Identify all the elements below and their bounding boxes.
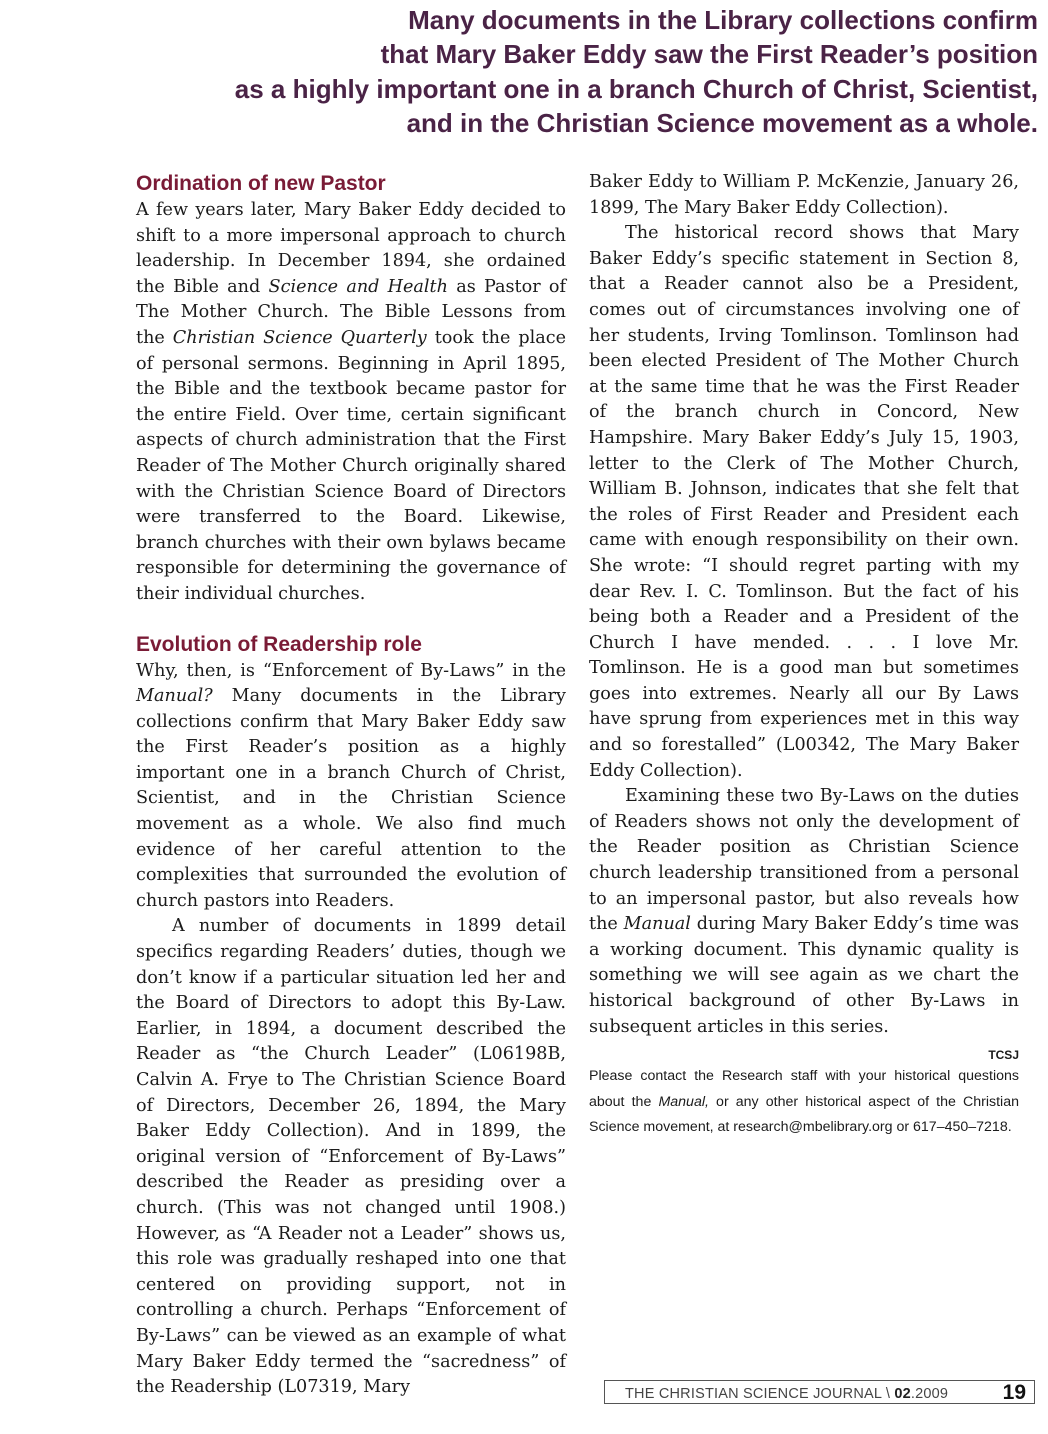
- right-column: [589, 170, 1019, 1141]
- italic-title: Science and Health: [268, 276, 448, 297]
- pull-quote-line: and in the Christian Science movement as a whole.: [406, 108, 1038, 139]
- text-run: or any other historical aspect of the Christian Science movement, at research@mbelibrary.org or 617–450–7218.: [589, 1093, 1019, 1136]
- author-signoff: TCSJ: [988, 1048, 1019, 1063]
- journal-issue: [625, 1386, 948, 1402]
- page-footer: [604, 1380, 1035, 1404]
- section-heading-ordination: Ordination of new Pastor: [136, 172, 386, 195]
- paragraph-continued: Baker Eddy to William P. McKenzie, January 26, 1899, The Mary Baker Eddy Collection).: [589, 172, 1019, 218]
- contact-note: [589, 1064, 1019, 1141]
- text-run: during Mary Baker Eddy’s time was a working document. This dynamic quality is something we will see again as we chart the historical background of other By-Laws in subsequent articles in this series.: [589, 914, 1020, 1037]
- italic-title: Manual: [623, 914, 691, 935]
- text-run: Why, then, is “Enforcement of By-Laws” in the: [136, 660, 566, 681]
- paragraph: A number of documents in 1899 detail specifics regarding Readers’ duties, though we don’t know if a particular situation led her and the Board of Directors to adopt this By-Law. Earlier, in 1894, a document described the Reader as “the Church Leader” (L06198B, Calvin A. Frye to The Christian Science Board of Directors, December 26, 1894, the Mary Baker Eddy Collection). And in 1899, the original version of “Enforcement of By-Laws” described the Reader as presiding over a church. (This was not changed until 1908.) However, as “A Reader not a Leader” shows us, this role was gradually reshaped into one that centered on providing support, not in controlling a church. Perhaps “Enforcement of By-Laws” can be viewed as an example of what Mary Baker Eddy termed the “sacredness” of the Readership (L07319, Mary: [136, 916, 566, 1398]
- text-run: Examining these two By-Laws on the duties of Readers shows not only the development of the Reader position as Christian Science church leadership transitioned from a personal to an impersonal pastor, but also reveals how the: [589, 786, 1019, 935]
- pull-quote: [98, 3, 1038, 141]
- section-gap: [136, 608, 566, 631]
- paragraph: [589, 784, 1019, 1040]
- text-run: took the place of personal sermons. Beginning in April 1895, the Bible and the textbook became pastor for the entire Field. Over time, certain significant aspects of church administration that the First Reader of The Mother Church originally shared with the Christian Science Board of Directors were transferred to the Board. Likewise, branch churches with their own bylaws became responsible for determining the governance of their individual churches.: [136, 327, 567, 604]
- issue-month: 02: [894, 1386, 911, 1402]
- left-column: [136, 170, 566, 1401]
- pull-quote-line: that Mary Baker Eddy saw the First Reader’s position: [380, 39, 1038, 70]
- paragraph: [136, 198, 566, 608]
- section-heading-evolution: Evolution of Readership role: [136, 632, 422, 656]
- text-run: Please contact the Research staff with your historical questions about the: [589, 1068, 1019, 1110]
- italic-title: Manual,: [658, 1093, 709, 1110]
- pull-quote-line: Many documents in the Library collections confirm: [408, 5, 1038, 35]
- paragraph: [136, 659, 566, 915]
- page-number: 19: [1002, 1381, 1026, 1404]
- paragraph: The historical record shows that Mary Baker Eddy’s specific statement in Section 8, that a Reader cannot also be a President, comes out of circumstances involving one of her students, Irving Tomlinson. Tomlinson had been elected President of The Mother Church at the same time that he was the First Reader of the branch church in Concord, New Hampshire. Mary Baker Eddy’s July 15, 1903, letter to the Clerk of The Mother Church, William B. Johnson, indicates that she felt that the roles of First Reader and President each came with enough responsibility on their own. She wrote: “I should regret parting with my dear Rev. I. C. Tomlinson. But the fact of his being both a Reader and a President of the Church I have mended. . . . I love Mr. Tomlinson. He is a good man but sometimes goes into extremes. Nearly all our By Laws have sprung from experiences met in this way and so forestalled” (L00342, The Mary Baker Eddy Collection).: [589, 223, 1019, 781]
- issue-year: .2009: [910, 1386, 949, 1402]
- text-run: as Pastor of The Mother Church. The Bible Lessons from the: [136, 276, 566, 348]
- text-run: A few years later, Mary Baker Eddy decided to shift to a more impersonal approach to church leadership. In December 1894, she ordained the Bible and: [136, 200, 566, 297]
- pull-quote-line: as a highly important one in a branch Church of Christ, Scientist,: [234, 73, 1038, 104]
- text-run: Many documents in the Library collections confirm that Mary Baker Eddy saw the First Reader’s position as a highly important one in a branch Church of Christ, Scientist, and in the Christian Science movement as a whole. We also find much evidence of her careful attention to the complexities that surrounded the evolution of church pastors into Readers.: [136, 686, 566, 911]
- italic-title: Christian Science Quarterly: [172, 327, 427, 348]
- italic-title: Manual?: [136, 686, 213, 707]
- journal-name: THE CHRISTIAN SCIENCE JOURNAL \: [625, 1386, 895, 1402]
